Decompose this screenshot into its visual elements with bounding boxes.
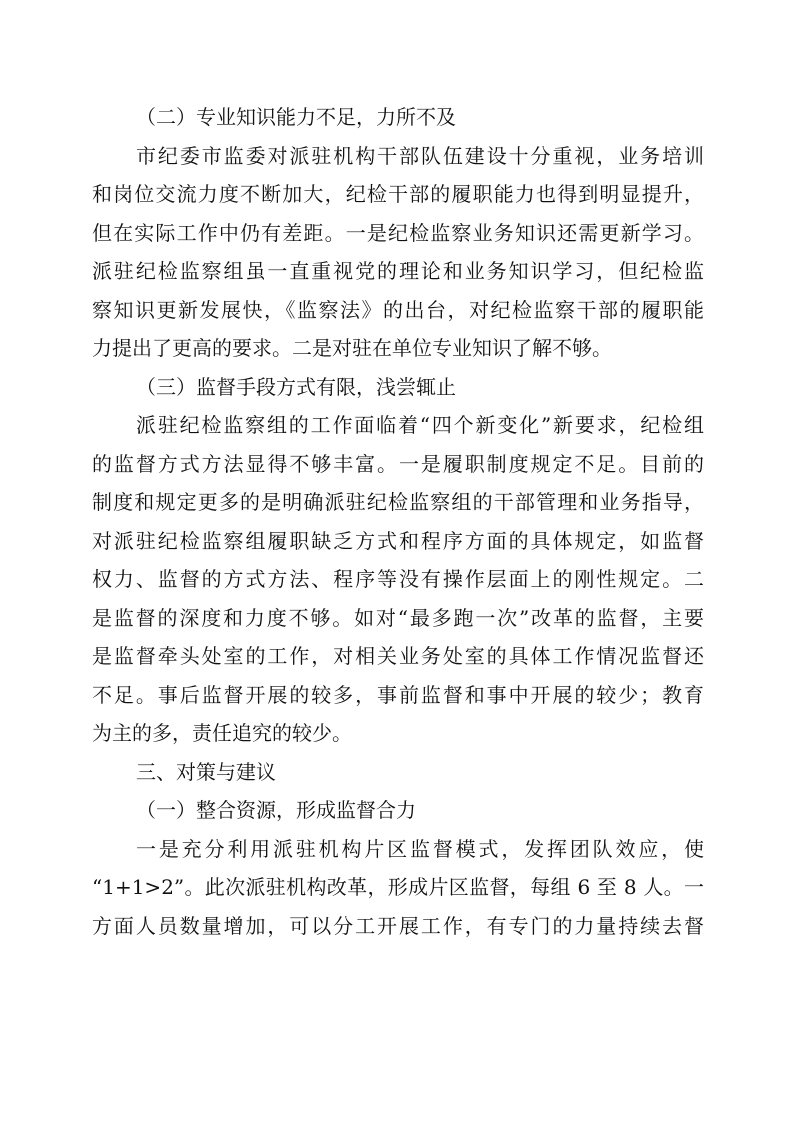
paragraph-line: 察知识更新发展快，《监察法》的出台，对纪检监察干部的履职能 <box>92 297 704 322</box>
paragraph-line: 市纪委市监委对派驻机构干部队伍建设十分重视，业务培训 <box>136 143 704 168</box>
paragraph-line: 派驻纪检监察组虽一直重视党的理论和业务知识学习，但纪检监 <box>92 259 704 283</box>
paragraph-line: 是监督的深度和力度不够。如对“最多跑一次”改革的监督，主要 <box>92 605 704 630</box>
document-body <box>92 98 704 945</box>
paragraph-line: 制度和规定更多的是明确派驻纪检监察组的干部管理和业务指导， <box>92 490 704 514</box>
subheading-supervision-means: （三）监督手段方式有限，浅尝辄止 <box>136 374 456 399</box>
paragraph-line: 派驻纪检监察组的工作面临着“四个新变化”新要求，纪检组 <box>136 413 704 437</box>
subheading-specialized-knowledge: （二）专业知识能力不足，力所不及 <box>136 105 456 129</box>
paragraph-line: 力提出了更高的要求。二是对驻在单位专业知识了解不够。 <box>92 336 612 360</box>
paragraph-line: 是监督牵头处室的工作，对相关业务处室的具体工作情况监督还 <box>92 644 704 668</box>
paragraph-line: “1+1>2”。此次派驻机构改革，形成片区监督，每组 6 至 8 人。一 <box>92 875 704 899</box>
subheading-integrate-resources: （一）整合资源，形成监督合力 <box>136 798 416 822</box>
paragraph-line: 和岗位交流力度不断加大，纪检干部的履职能力也得到明显提升， <box>92 182 704 206</box>
paragraph-line: 的监督方式方法显得不够丰富。一是履职制度规定不足。目前的 <box>92 451 704 476</box>
paragraph-line: 不足。事后监督开展的较多，事前监督和事中开展的较少；教育 <box>92 682 704 707</box>
paragraph-line: 对派驻纪检监察组履职缺乏方式和程序方面的具体规定，如监督 <box>92 528 704 553</box>
paragraph-line: 为主的多，责任追究的较少。 <box>92 721 352 745</box>
paragraph-line: 一是充分利用派驻机构片区监督模式，发挥团队效应，使 <box>136 836 704 861</box>
paragraph-line: 方面人员数量增加，可以分工开展工作，有专门的力量持续去督 <box>92 913 704 938</box>
paragraph-line: 权力、监督的方式方法、程序等没有操作层面上的刚性规定。二 <box>92 567 704 591</box>
section-heading-countermeasures: 三、对策与建议 <box>136 759 276 784</box>
paragraph-line: 但在实际工作中仍有差距。一是纪检监察业务知识还需更新学习。 <box>92 220 704 245</box>
